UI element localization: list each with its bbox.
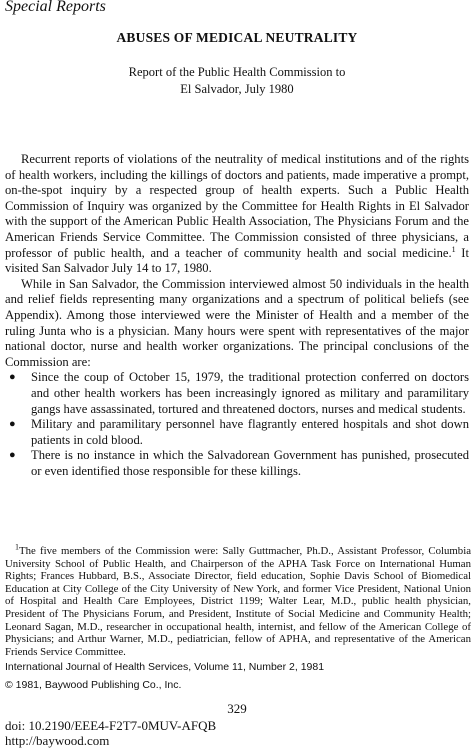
paragraph-1 <box>5 152 469 277</box>
footnote-ref[interactable]: 1 <box>451 244 456 254</box>
article-title: ABUSES OF MEDICAL NEUTRALITY <box>116 30 358 45</box>
footnote-marker: 1 <box>15 542 19 552</box>
copyright-line: © 1981, Baywood Publishing Co., Inc. <box>5 679 182 691</box>
doi-line: doi: 10.2190/EEE4-F2T7-0MUV-AFQB <box>5 718 217 733</box>
subtitle-line-1: Report of the Public Health Commission to <box>128 65 346 79</box>
article-body <box>5 152 469 479</box>
publisher-link[interactable]: http://baywood.com <box>5 733 110 748</box>
journal-citation: International Journal of Health Services, Volume 11, Number 2, 1981 <box>5 661 325 673</box>
list-item: ● Since the coup of October 15, 1979, the traditional protection conferred on doctors and other health workers has been increasingly ignored as military and paramilitary gangs have assassinated, tortured and threatened doctors, nurses and medical students. <box>9 370 469 417</box>
list-item: ● Military and paramilitary personnel have flagrantly entered hospitals and shot down patients in cold blood. <box>9 417 469 448</box>
subtitle-line-2: El Salvador, July 1980 <box>180 82 294 96</box>
footnote <box>5 542 471 658</box>
conclusions-list <box>5 370 469 479</box>
footnote-text: The five members of the Commission were: Sally Guttmacher, Ph.D., Assistant Professor, Columbia University School of Public Health, and Chairperson of the APHA Task Force on International Human Rights; Frances Hubbard, B.S., Associate Director, field education, Sophie Davis School of Biomedical Education at City College of the City University of New York, and former Vice President, National Union of Hospital and Health Care Employees, District 1199; Walter Lear, M.D., public health physician, President of The Physicians Forum, and President, Institute of Social Medicine and Community Health; Leonard Sagan, M.D., researcher in occupational health, internist, and fellow of the American College of Physicians; and Arthur Warner, M.D., pediatrician, fellow of APHA, and representative of the American Friends Service Committee. <box>5 545 471 658</box>
paragraph-1-end: It visited San Salvador July 14 to 17, 1980. <box>5 245 469 276</box>
list-item: ● There is no instance in which the Salvadorean Government has punished, prosecuted or even identified those responsible for these killings. <box>9 448 469 479</box>
footnote-paragraph <box>5 542 471 658</box>
section-header: Special Reports <box>5 0 106 15</box>
paragraph-1-text: Recurrent reports of violations of the neutrality of medical institutions and of the rights of health workers, including the killings of doctors and patients, made imperative a prompt, on-the-spot inquiry by a respected group of health experts. Such a Public Health Commission of Inquiry was organized by the Committee for Health Rights in El Salvador with the support of the American Public Health Association, The Physicians Forum and the American Friends Service Committee. The Commission consisted of three physicians, a professor of public health, and a teacher of community health and social medicine. <box>5 152 469 260</box>
paragraph-2: While in San Salvador, the Commission interviewed almost 50 individuals in the health and relief fields representing many organizations and a spectrum of political beliefs (see Appendix). Among those interviewed were the Minister of Health and a member of the ruling Junta who is a physician. Many hours were spent with representatives of the major national doctor, nurse and health worker organizations. The principal conclusions of the Commission are: <box>5 276 469 369</box>
article-subtitle <box>0 64 474 98</box>
page-number: 329 <box>227 701 247 716</box>
